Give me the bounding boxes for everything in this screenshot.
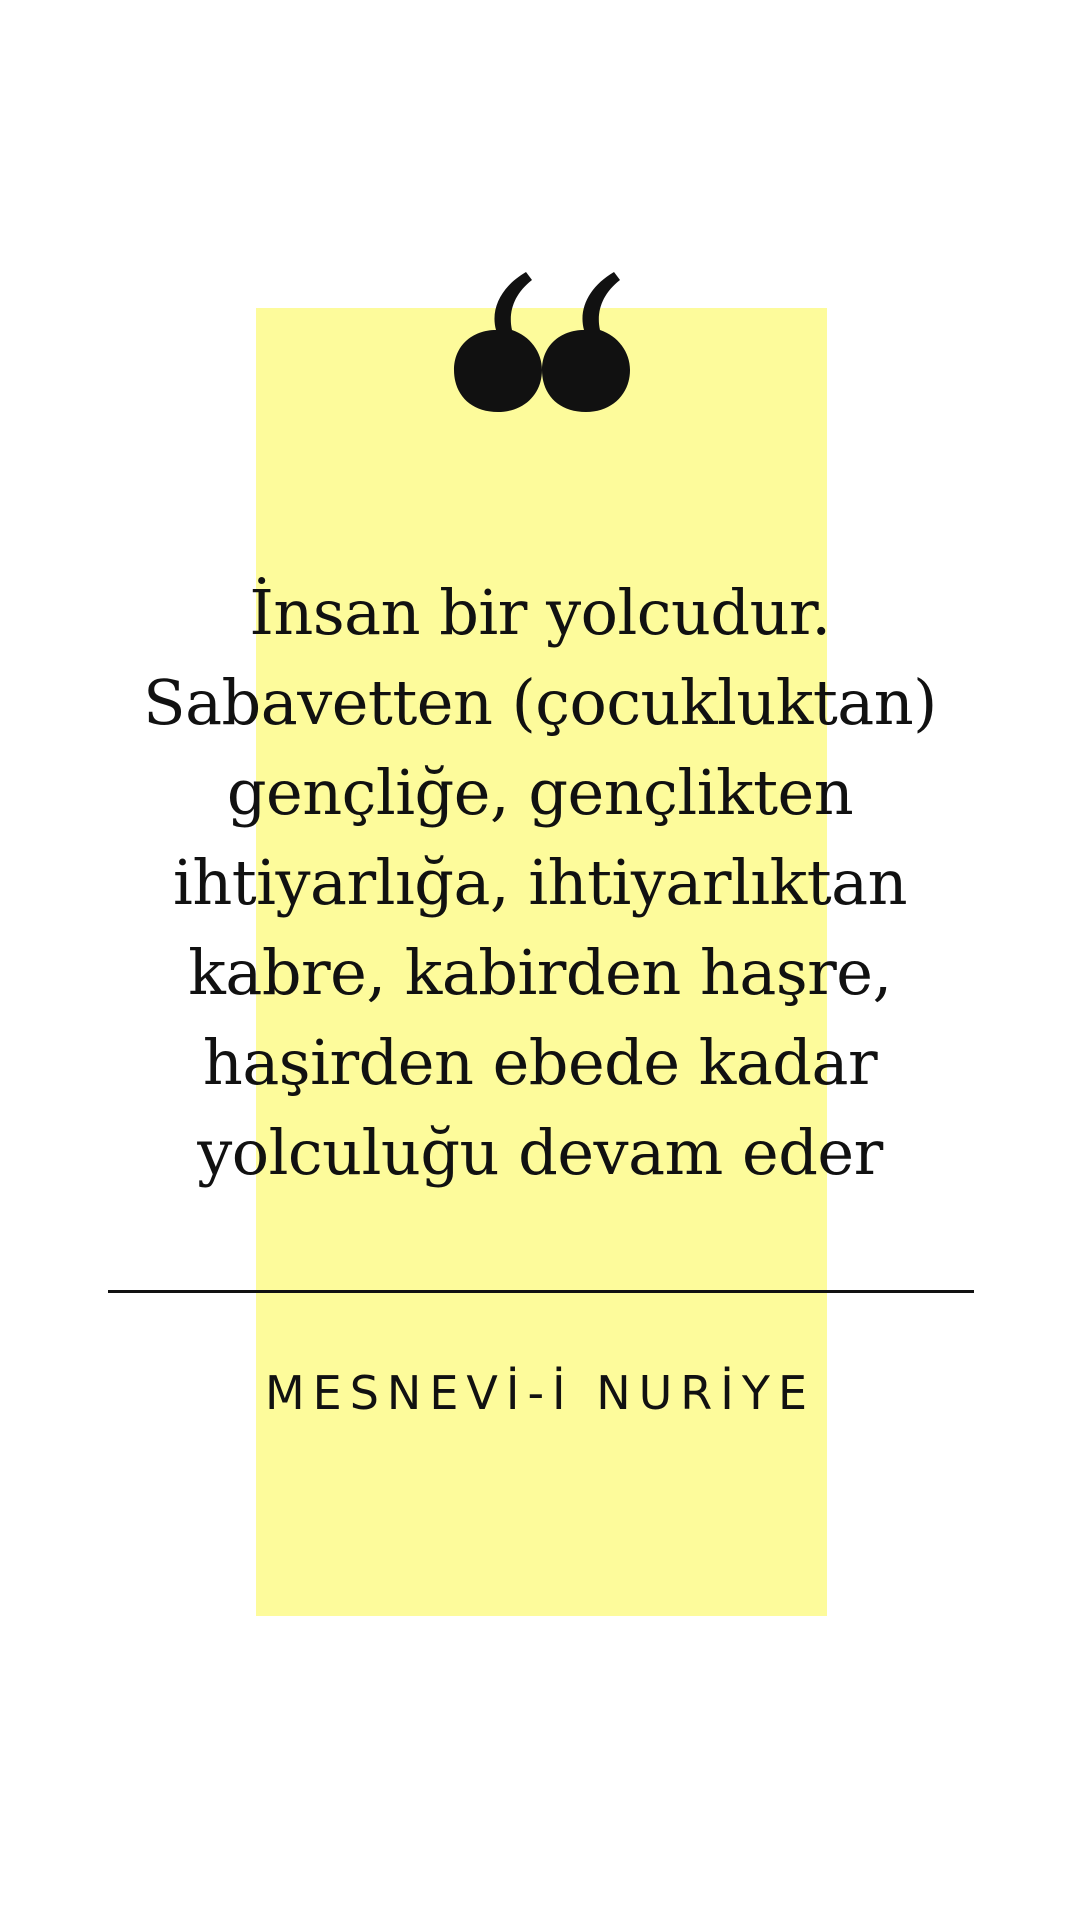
- quote-mark-left: [454, 272, 542, 412]
- quote-attribution: MESNEVİ-İ NURİYE: [264, 1366, 816, 1420]
- opening-quote-icon: [450, 272, 630, 412]
- quote-line-1: İnsan bir yolcudur.: [249, 576, 831, 649]
- quote-line-4: ihtiyarlığa, ihtiyarlıktan: [172, 846, 908, 919]
- quote-line-5: kabre, kabirden haşre,: [188, 936, 892, 1009]
- quote-text: [110, 568, 970, 1198]
- quote-line-7: yolculuğu devam eder: [197, 1116, 883, 1189]
- quote-line-3: gençliğe, gençlikten: [226, 756, 854, 829]
- quote-mark-right: [542, 272, 630, 412]
- divider-line: [108, 1290, 974, 1293]
- quote-line-6: haşirden ebede kadar: [202, 1026, 878, 1099]
- quote-line-2: Sabavetten (çocukluktan): [143, 666, 937, 739]
